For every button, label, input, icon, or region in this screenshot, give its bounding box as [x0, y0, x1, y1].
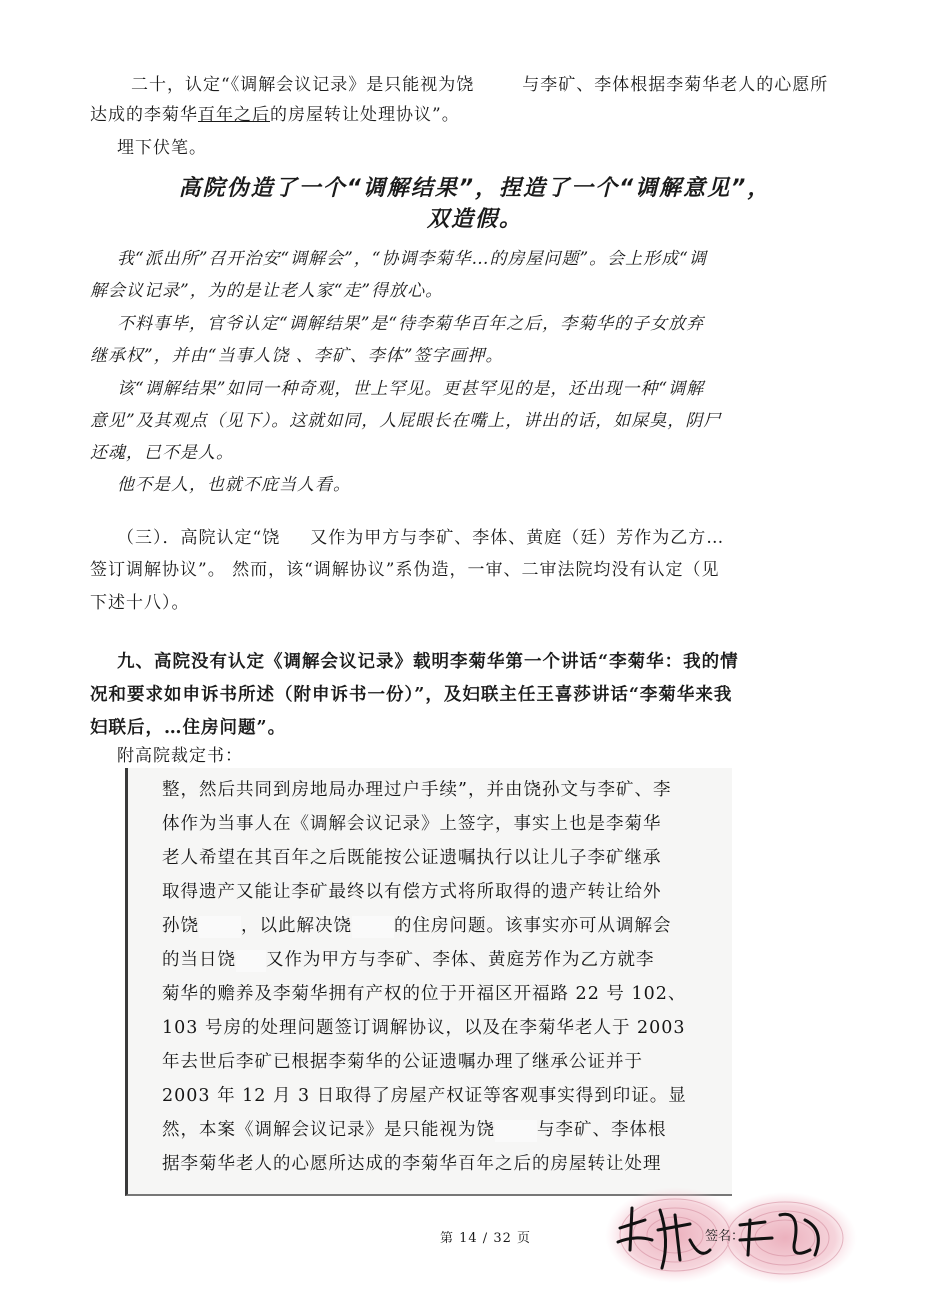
para-20-line2 — [90, 100, 460, 131]
heading-line1: 高院伪造了一个“调解结果”，捏造了一个“调解意见”， — [178, 176, 772, 201]
signature-label: 签名： — [705, 1229, 745, 1244]
text-span: 又作为甲方与李矿、李体、黄庭芳作为乙方就李 — [266, 950, 655, 970]
redaction — [280, 529, 310, 549]
text-span: 然，本案《调解会议记录》是只能视为饶 — [162, 1120, 495, 1140]
text-span: 与李矿、李体根 — [537, 1120, 667, 1140]
para-3-line1 — [117, 523, 724, 554]
scan-line-2: 体作为当事人在《调解会议记录》上签字，事实上也是李菊华 — [162, 814, 662, 834]
para-3-line2: 签订调解协议”。 然而，该“调解协议”系伪造，一审、二审法院均没有认定（见 — [90, 560, 720, 580]
text-span: 又作为甲方与李矿、李体、黄庭（廷）芳作为乙方… — [310, 528, 725, 548]
scan-line-3: 老人希望在其百年之后既能按公证遗嘱执行以让儿子李矿继承 — [162, 848, 662, 868]
redaction — [352, 916, 394, 938]
text-span: 的住房问题。该事实亦可从调解会 — [394, 916, 672, 936]
text-span: 达成的李菊华 — [90, 105, 198, 125]
redaction — [236, 950, 266, 972]
scan-line-7: 菊华的赡养及李菊华拥有产权的位于开福区开福路 22 号 102、 — [162, 984, 687, 1004]
court-ruling-scan — [125, 768, 732, 1196]
scan-line-5 — [162, 912, 672, 940]
underlined-text: 百年之后 — [198, 105, 270, 125]
italic-line-3: 不料事毕，官爷认定“调解结果”是“待李菊华百年之后，李菊华的子女放弃 — [117, 314, 705, 334]
scan-line-12: 据李菊华老人的心愿所达成的李菊华百年之后的房屋转让处理 — [162, 1154, 662, 1174]
scan-line-8: 103 号房的处理问题签订调解协议，以及在李菊华老人于 2003 — [162, 1018, 686, 1038]
italic-line-6: 意见”及其观点（见下）。这就如同，人屁眼长在嘴上，讲出的话，如屎臭，阴尸 — [90, 411, 722, 431]
italic-line-2: 解会议记录”，为的是让老人家“走”得放心。 — [90, 281, 444, 301]
redaction — [474, 76, 522, 96]
italic-line-8: 他不是人，也就不庇当人看。 — [117, 475, 351, 495]
italic-line-4: 继承权”，并由“当事人饶 、李矿、李体”签字画押。 — [90, 346, 504, 366]
heading-line2: 双造假。 — [426, 207, 523, 232]
para-3-line3: 下述十八）。 — [90, 593, 190, 613]
italic-line-1: 我“派出所”召开治安“调解会”，“协调李菊华…的房屋问题”。会上形成“调 — [117, 249, 707, 269]
foreshadow-note: 埋下伏笔。 — [117, 138, 207, 158]
redaction — [199, 916, 241, 938]
text-span: （三）．高院认定“饶 — [117, 528, 281, 548]
bold-line-2: 况和要求如申诉书所述（附申诉书一份）”，及妇联主任王喜莎讲话“李菊华来我 — [90, 685, 733, 705]
text-span: ，以此解决饶 — [241, 916, 352, 936]
redaction — [495, 1120, 537, 1142]
italic-line-7: 还魂，已不是人。 — [90, 443, 234, 463]
scan-line-6 — [162, 946, 655, 974]
text-span: 孙饶 — [162, 916, 199, 936]
page-number: 第 14 / 32 页 — [440, 1231, 531, 1246]
text-span: 的当日饶 — [162, 950, 236, 970]
scan-line-11 — [162, 1116, 667, 1144]
scan-line-1: 整，然后共同到房地局办理过户手续”，并由饶孙文与李矿、李 — [162, 780, 672, 800]
scan-line-9: 年去世后李矿已根据李菊华的公证遗嘱办理了继承公证并于 — [162, 1052, 643, 1072]
bold-line-1: 九、高院没有认定《调解会议记录》载明李菊华第一个讲话“李菊华：我的情 — [117, 652, 739, 672]
scan-line-4: 取得遗产又能让李矿最终以有偿方式将所取得的遗产转让给外 — [162, 882, 662, 902]
text-span: 二十，认定“《调解会议记录》是只能视为饶 — [131, 75, 475, 95]
text-span: 与李矿、李体根据李菊华老人的心愿所 — [522, 75, 829, 95]
para-20-line1 — [131, 70, 828, 101]
scan-line-10: 2003 年 12 月 3 日取得了房屋产权证等客观事实得到印证。显 — [162, 1086, 687, 1106]
italic-line-5: 该“调解结果”如同一种奇观，世上罕见。更甚罕见的是，还出现一种“调解 — [117, 379, 705, 399]
bold-line-3: 妇联后，…住房问题”。 — [90, 718, 287, 738]
text-span: 的房屋转让处理协议”。 — [270, 105, 460, 125]
attachment-label: 附高院裁定书： — [117, 746, 243, 766]
